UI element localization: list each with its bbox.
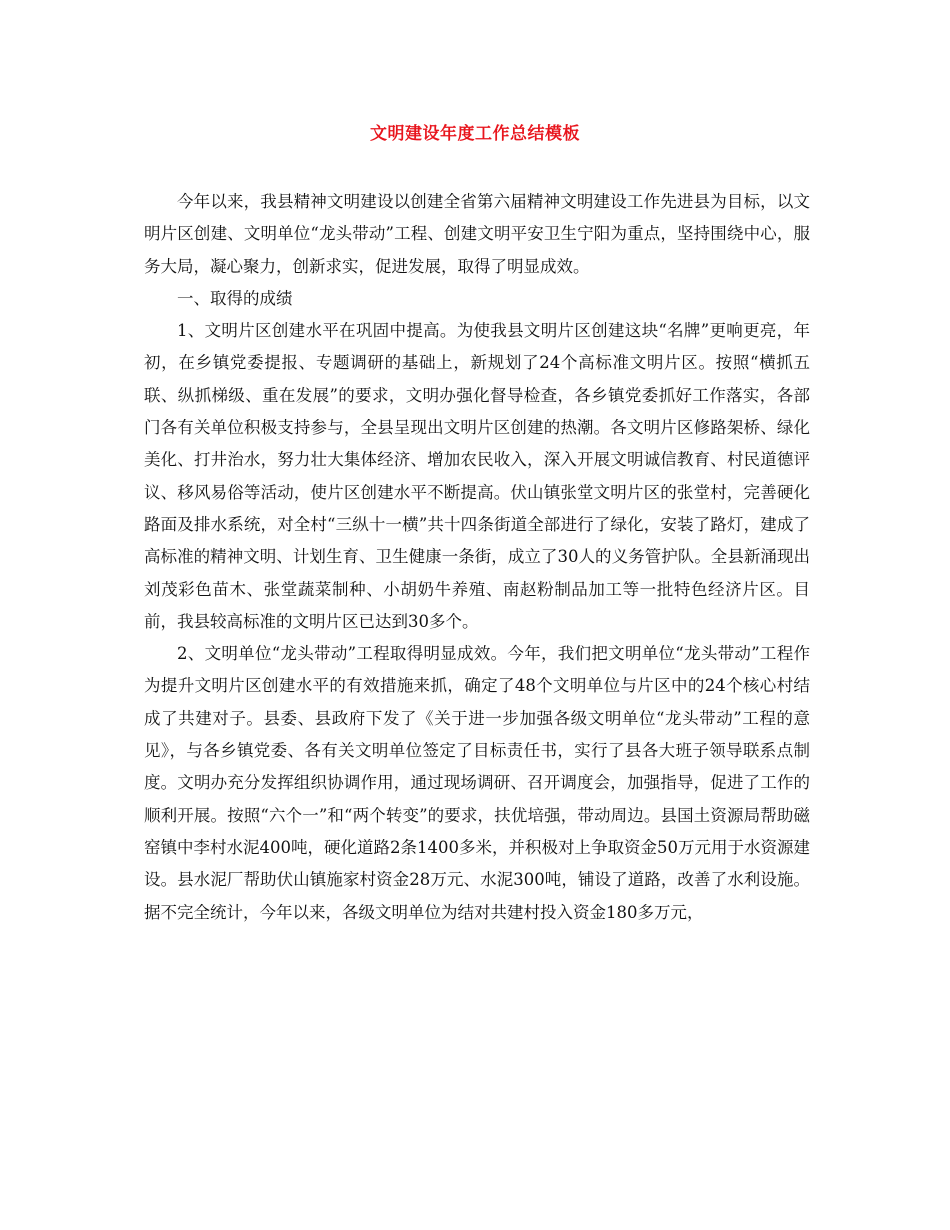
document-body (144, 186, 810, 929)
document-title: 文明建设年度工作总结模板 (370, 124, 580, 144)
paragraph-intro: 今年以来，我县精神文明建设以创建全省第六届精神文明建设工作先进县为目标，以文明片区创建、文明单位“龙头带动”工程、创建文明平安卫生宁阳为重点，坚持围绕中心，服务大局，凝心聚力，创新求实，促进发展，取得了明显成效。 (144, 192, 810, 276)
section-heading-achievements: 一、取得的成绩 (177, 288, 293, 308)
paragraph-item-1: 1、文明片区创建水平在巩固中提高。为使我县文明片区创建这块“名牌”更响更亮，年初，在乡镇党委提报、专题调研的基础上，新规划了24个高标准文明片区。按照“横抓五联、纵抓梯级、重在发展”的要求，文明办强化督导检查，各乡镇党委抓好工作落实，各部门各有关单位积极支持参与，全县呈现出文明片区创建的热潮。各文明片区修路架桥、绿化美化、打井治水，努力壮大集体经济、增加农民收入，深入开展文明诚信教育、村民道德评议、移风易俗等活动，使片区创建水平不断提高。伏山镇张堂文明片区的张堂村，完善硬化路面及排水系统，对全村“三纵十一横”共十四条街道全部进行了绿化，安装了路灯，建成了高标准的精神文明、计划生育、卫生健康一条街，成立了30人的义务管护队。全县新涌现出刘茂彩色苗木、张堂蔬菜制种、小胡奶牛养殖、南赵粉制品加工等一批特色经济片区。目前，我县较高标准的文明片区已达到30多个。 (144, 321, 810, 631)
paragraph-item-2: 2、文明单位“龙头带动”工程取得明显成效。今年，我们把文明单位“龙头带动”工程作为提升文明片区创建水平的有效措施来抓，确定了48个文明单位与片区中的24个核心村结成了共建对子。县委、县政府下发了《关于进一步加强各级文明单位“龙头带动”工程的意见》，与各乡镇党委、各有关文明单位签定了目标责任书，实行了县各大班子领导联系点制度。文明办充分发挥组织协调作用，通过现场调研、召开调度会，加强指导，促进了工作的顺利开展。按照“六个一”和“两个转变”的要求，扶优培强，带动周边。县国土资源局帮助磁窑镇中李村水泥400吨，硬化道路2条1400多米，并积极对上争取资金50万元用于水资源建设。县水泥厂帮助伏山镇施家村资金28万元、水泥300吨，铺设了道路，改善了水利设施。据不完全统计，今年以来，各级文明单位为结对共建村投入资金180多万元， (144, 644, 810, 922)
